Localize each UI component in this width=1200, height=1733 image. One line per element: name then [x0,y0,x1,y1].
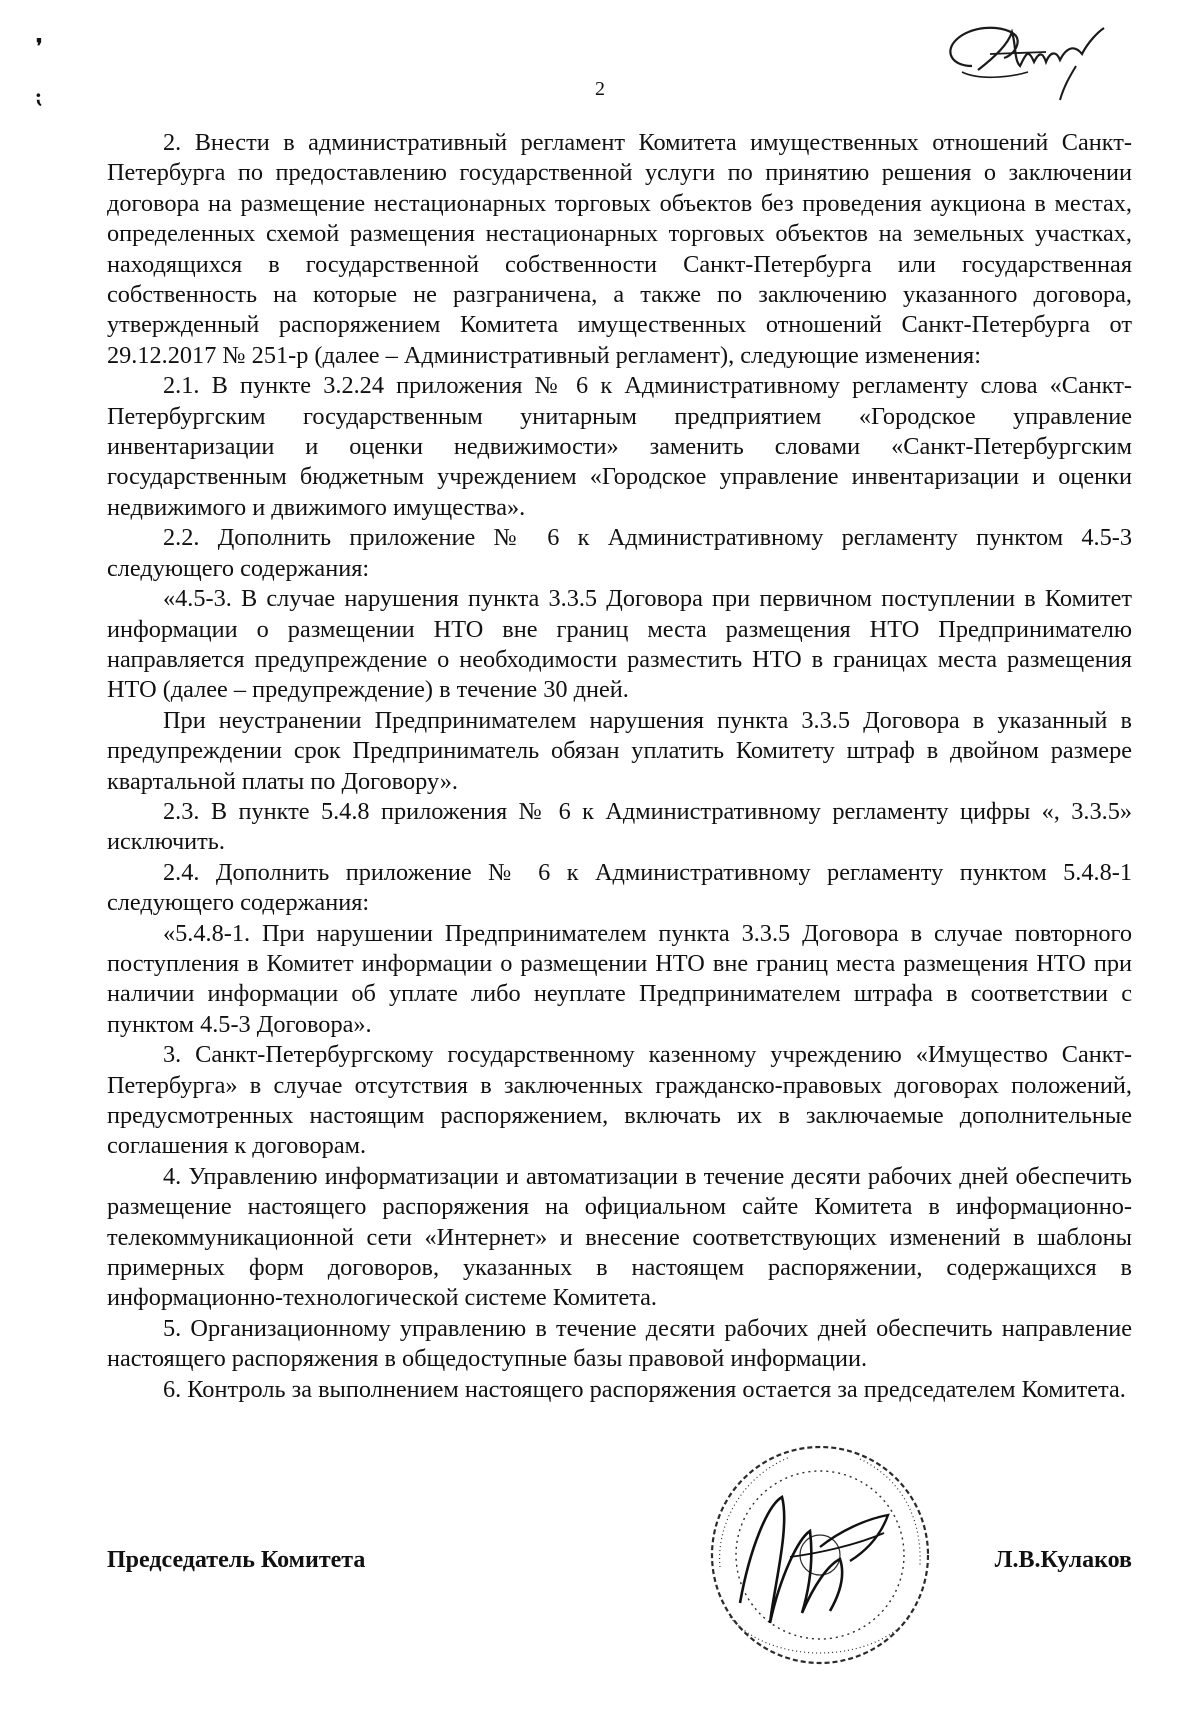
paragraph: 2.3. В пункте 5.4.8 приложения № 6 к Административному регламенту цифры «, 3.3.5» исключить. [107,797,1132,856]
paragraph: 2.2. Дополнить приложение № 6 к Административному регламенту пунктом 4.5-3 следующего содержания: [107,524,1132,582]
paragraph: 3. Санкт-Петербургскому государственному казенному учреждению «Имущество Санкт-Петербурга» в случае отсутствия в заключенных гражданско-правовых договорах положений, предусмотренных настоящим распоряжением, включать их в заключаемые дополнительные соглашения к договорам. [107,1041,1132,1160]
signer-name: Л.В.Кулаков [994,1547,1132,1573]
margin-mark: ❜ [36,36,43,58]
official-seal-icon [670,1427,960,1677]
paragraph: «4.5-3. В случае нарушения пункта 3.3.5 Договора при первичном поступлении в Комитет информации о размещении НТО вне границ места размещения НТО Предпринимателю направляется предупреждение о необходимости разместить НТО в границах места размещения НТО (далее – предупреждение) в течение 30 дней. [107,585,1132,704]
paragraph: 2.1. В пункте 3.2.24 приложения № 6 к Административному регламенту слова «Санкт-Петербургским государственным унитарным предприятием «Городское управление инвентаризации и оценки недвижимости» заменить словами «Санкт-Петербургским государственным бюджетным учреждением «Городское управление инвентаризации и оценки недвижимого и движимого имущества». [107,372,1132,521]
paragraph: При неустранении Предпринимателем нарушения пункта 3.3.5 Договора в указанный в предупреждении срок Предприниматель обязан уплатить Комитету штраф в двойном размере квартальной платы по Договору». [107,706,1132,795]
paragraph: 5. Организационному управлению в течение десяти рабочих дней обеспечить направление настоящего распоряжения в общедоступные базы правовой информации. [107,1314,1132,1373]
document-body [107,128,1132,1405]
paragraph: «5.4.8-1. При нарушении Предпринимателем пункта 3.3.5 Договора в случае повторного поступления в Комитет информации о размещении НТО вне границ места размещения НТО при наличии информации об уплате либо неуплате Предпринимателем штрафа в соответствии с пунктом 4.5-3 Договора». [107,919,1132,1038]
margin-mark: ⁏ [36,86,44,108]
paragraph: 4. Управлению информатизации и автоматизации в течение десяти рабочих дней обеспечить размещение настоящего распоряжения на официальном сайте Комитета в информационно-телекоммуникационной сети «Интернет» и внесение соответствующих изменений в шаблоны примерных форм договоров, указанных в настоящем распоряжении, содержащихся в информационно-технологической системе Комитета. [107,1162,1132,1312]
signer-title: Председатель Комитета [107,1547,366,1573]
page-number: 2 [595,78,605,100]
paragraph: 2. Внести в административный регламент Комитета имущественных отношений Санкт-Петербурга по предоставлению государственной услуги по принятию решения о заключении договора на размещение нестационарных торговых объектов без проведения аукциона в местах, определенных схемой размещения нестационарных торговых объектов на земельных участках, находящихся в государственной собственности Санкт-Петербурга или государственная собственность на которые не разграничена, а также по заключению указанного договора, утвержденный распоряжением Комитета имущественных отношений Санкт-Петербурга от 29.12.2017 № 251-р (далее – Административный регламент), следующие изменения: [107,129,1132,369]
paragraph: 2.4. Дополнить приложение № 6 к Административному регламенту пунктом 5.4.8-1 следующего содержания: [107,858,1132,917]
paragraph: 6. Контроль за выполнением настоящего распоряжения остается за председателем Комитета. [163,1375,1126,1403]
